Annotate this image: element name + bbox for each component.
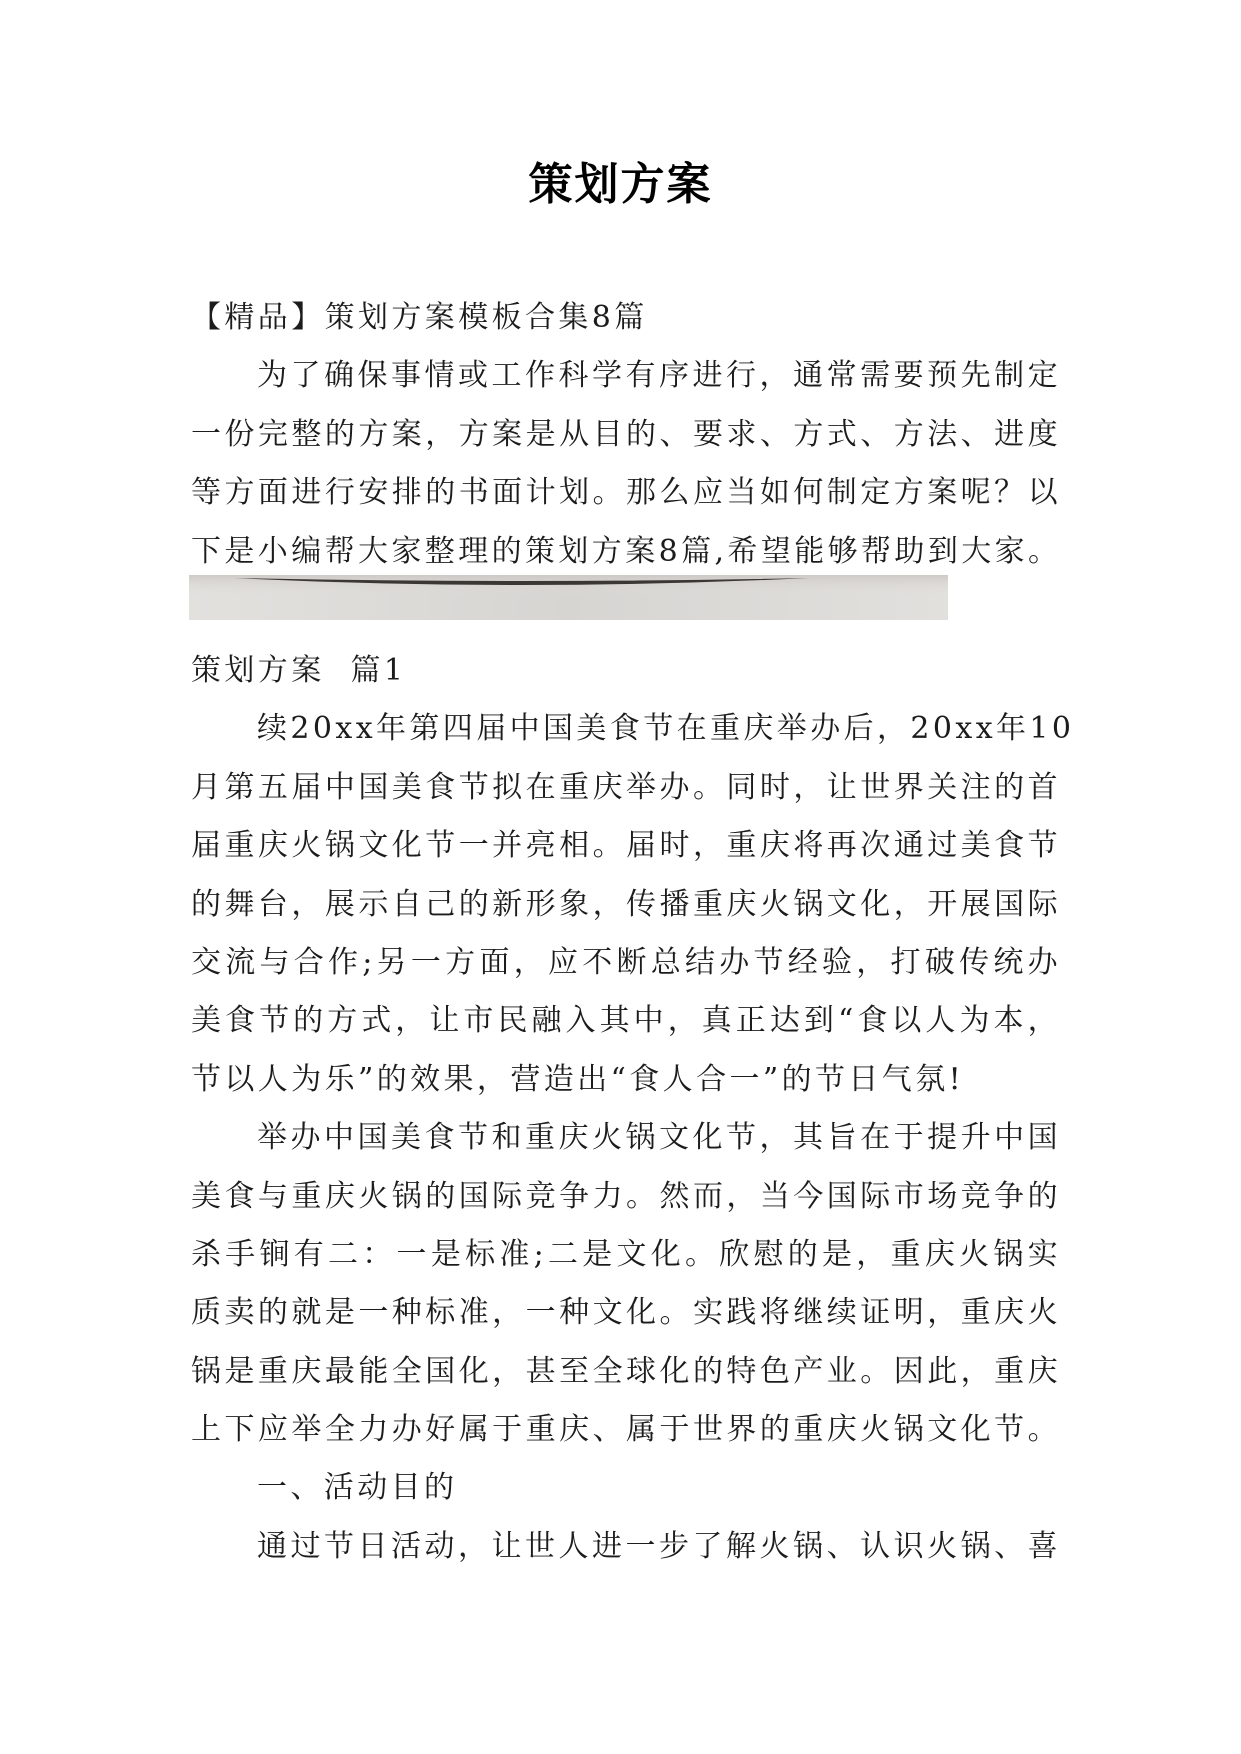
paragraph-line: 的舞台，展示自己的新形象，传播重庆火锅文化，开展国际 xyxy=(191,886,1061,922)
article-block xyxy=(191,642,1075,1576)
intro-line: 下是小编帮大家整理的策划方案8篇,希望能够帮助到大家。 xyxy=(191,533,1062,569)
paragraph-line: 美食与重庆火锅的国际竞争力。然而，当今国际市场竞争的 xyxy=(191,1178,1061,1214)
document-subtitle: 【精品】策划方案模板合集8篇 xyxy=(191,300,648,335)
paragraph-line: 通过节日活动，让世人进一步了解火锅、认识火锅、喜 xyxy=(257,1528,1061,1564)
intro-line: 为了确保事情或工作科学有序进行，通常需要预先制定 xyxy=(257,358,1061,394)
paragraph-line: 节以人为乐”的效果，营造出“食人合一”的节日气氛! xyxy=(191,1061,965,1097)
paragraph-line: 续20xx年第四届中国美食节在重庆举办后，20xx年10 xyxy=(257,711,1075,747)
paragraph-line: 月第五届中国美食节拟在重庆举办。同时，让世界关注的首 xyxy=(191,769,1061,805)
paragraph-line: 锅是重庆最能全国化，甚至全球化的特色产业。因此，重庆 xyxy=(191,1353,1061,1389)
paragraph-line: 杀手锏有二：一是标准;二是文化。欣慰的是，重庆火锅实 xyxy=(191,1236,1061,1272)
paragraph-line: 质卖的就是一种标准，一种文化。实践将继续证明，重庆火 xyxy=(191,1295,1061,1331)
paragraph-line: 交流与合作;另一方面，应不断总结办节经验，打破传统办 xyxy=(191,944,1061,980)
paragraph-line: 举办中国美食节和重庆火锅文化节，其旨在于提升中国 xyxy=(257,1120,1061,1156)
intro-line: 一份完整的方案，方案是从目的、要求、方式、方法、进度 xyxy=(191,416,1061,452)
intro-line: 等方面进行安排的书面计划。那么应当如何制定方案呢？以 xyxy=(191,475,1061,511)
section-title: 策划方案 篇1 xyxy=(191,653,407,688)
intro-block xyxy=(191,289,1061,581)
photo-strip-image xyxy=(189,575,948,620)
subheading: 一、活动目的 xyxy=(257,1470,458,1506)
paragraph-line: 美食节的方式，让市民融入其中，真正达到“食以人为本， xyxy=(191,1003,1061,1039)
paragraph-line: 上下应举全力办好属于重庆、属于世界的重庆火锅文化节。 xyxy=(191,1412,1061,1448)
page-title: 策划方案 xyxy=(528,159,713,210)
paragraph-line: 届重庆火锅文化节一并亮相。届时，重庆将再次通过美食节 xyxy=(191,828,1061,864)
